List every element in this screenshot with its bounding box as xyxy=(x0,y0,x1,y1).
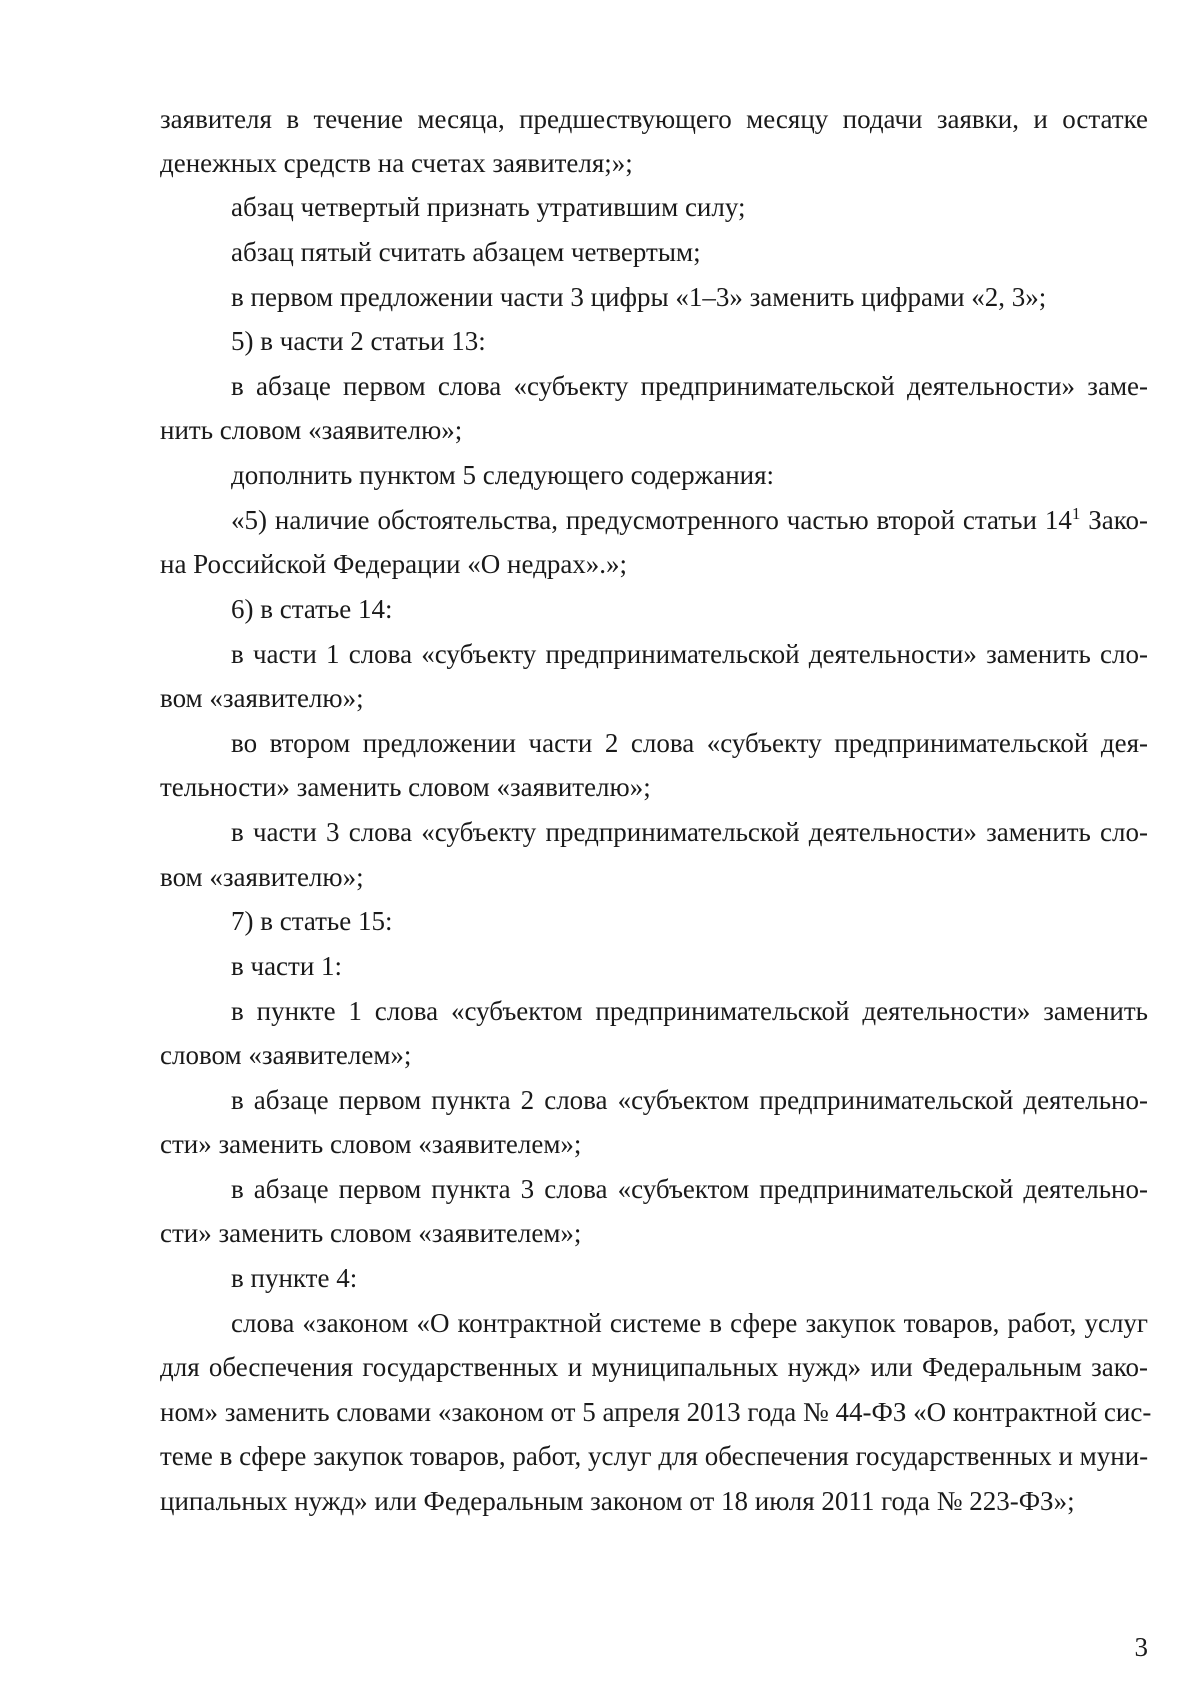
text-line: в части 1 слова «субъекту предпринимательской деятельности» заменить сло- xyxy=(231,639,1148,669)
text-line: вом «заявителю»; xyxy=(160,683,364,713)
text-line: нить словом «заявителю»; xyxy=(160,415,463,445)
text-line: заявителя в течение месяца, предшествующего месяцу подачи заявки, и остатке xyxy=(160,104,1148,134)
text-line: дополнить пунктом 5 следующего содержания: xyxy=(231,460,775,490)
text-line: на Российской Федерации «О недрах».»; xyxy=(160,549,628,579)
text-line: в части 1: xyxy=(231,951,343,981)
text-line: 7) в статье 15: xyxy=(231,906,393,936)
text-line: ном» заменить словами «законом от 5 апреля 2013 года № 44-ФЗ «О контрактной сис- xyxy=(160,1397,1152,1427)
text-line: в части 3 слова «субъекту предпринимательской деятельности» заменить сло- xyxy=(231,817,1148,847)
text-line: абзац четвертый признать утратившим силу; xyxy=(231,192,746,222)
text-segment: Зако- xyxy=(1080,505,1148,535)
text-line: для обеспечения государственных и муниципальных нужд» или Федеральным зако- xyxy=(160,1352,1148,1382)
text-line: в абзаце первом слова «субъекту предпринимательской деятельности» заме- xyxy=(231,371,1148,401)
text-line: во втором предложении части 2 слова «субъекту предпринимательской дея- xyxy=(231,728,1148,758)
text-line: в абзаце первом пункта 2 слова «субъектом предпринимательской деятельно- xyxy=(231,1085,1148,1115)
page-number: 3 xyxy=(1134,1632,1148,1662)
text-line: вом «заявителю»; xyxy=(160,862,364,892)
text-line: 6) в статье 14: xyxy=(231,594,393,624)
text-line: сти» заменить словом «заявителем»; xyxy=(160,1129,582,1159)
text-line: в первом предложении части 3 цифры «1–3» заменить цифрами «2, 3»; xyxy=(231,282,1047,312)
text-line: словом «заявителем»; xyxy=(160,1040,412,1070)
text-line: тельности» заменить словом «заявителю»; xyxy=(160,772,651,802)
text-line: в пункте 1 слова «субъектом предпринимательской деятельности» заменить xyxy=(231,996,1148,1026)
text-line: 5) в части 2 статьи 13: xyxy=(231,326,486,356)
text-line: абзац пятый считать абзацем четвертым; xyxy=(231,237,701,267)
text-line: сти» заменить словом «заявителем»; xyxy=(160,1218,582,1248)
text-line: теме в сфере закупок товаров, работ, услуг для обеспечения государственных и муни- xyxy=(160,1441,1149,1471)
text-line: слова «законом «О контрактной системе в сфере закупок товаров, работ, услуг xyxy=(231,1308,1148,1338)
text-line-with-superscript xyxy=(231,505,1148,535)
text-segment: «5) наличие обстоятельства, предусмотренного частью второй статьи 14 xyxy=(231,505,1072,535)
text-line: денежных средств на счетах заявителя;»; xyxy=(160,148,633,178)
text-line: в абзаце первом пункта 3 слова «субъектом предпринимательской деятельно- xyxy=(231,1174,1148,1204)
text-line: в пункте 4: xyxy=(231,1263,358,1293)
superscript-mark: 1 xyxy=(1071,504,1081,523)
text-line: ципальных нужд» или Федеральным законом от 18 июля 2011 года № 223-ФЗ»; xyxy=(160,1486,1075,1516)
